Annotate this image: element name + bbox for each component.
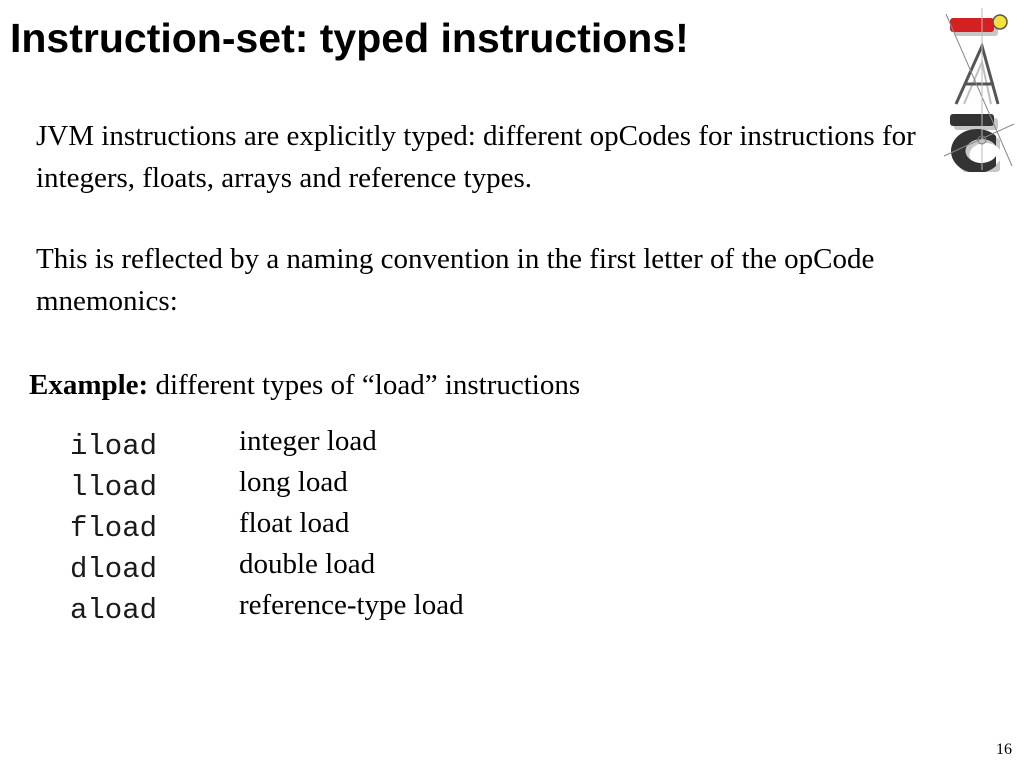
iaic-logo-icon <box>936 6 1018 172</box>
instruction-row <box>70 587 570 628</box>
instruction-list <box>70 423 570 628</box>
opcode-description: double load <box>239 548 376 580</box>
opcode: aload <box>70 594 158 627</box>
opcode: lload <box>70 471 158 504</box>
slide-title: Instruction-set: typed instructions! <box>10 15 689 61</box>
instruction-row <box>70 423 570 464</box>
opcode-description: integer load <box>239 425 377 457</box>
opcode: iload <box>70 430 158 463</box>
opcode-description: float load <box>239 507 350 539</box>
instruction-row <box>70 505 570 546</box>
example-line <box>29 364 580 406</box>
opcode-description: reference-type load <box>239 589 464 621</box>
example-text: different types of “load” instructions <box>148 369 581 401</box>
opcode: fload <box>70 512 158 545</box>
naming-convention-paragraph: This is reflected by a naming convention in the first letter of the opCode mnemonics: <box>36 243 875 317</box>
instruction-row <box>70 546 570 587</box>
opcode-description: long load <box>239 466 348 498</box>
intro-paragraph: JVM instructions are explicitly typed: different opCodes for instructions for integers, floats, arrays and reference types. <box>36 120 916 194</box>
instruction-row <box>70 464 570 505</box>
example-label: Example: <box>29 369 149 401</box>
opcode: dload <box>70 553 158 586</box>
page-number: 16 <box>996 741 1012 758</box>
